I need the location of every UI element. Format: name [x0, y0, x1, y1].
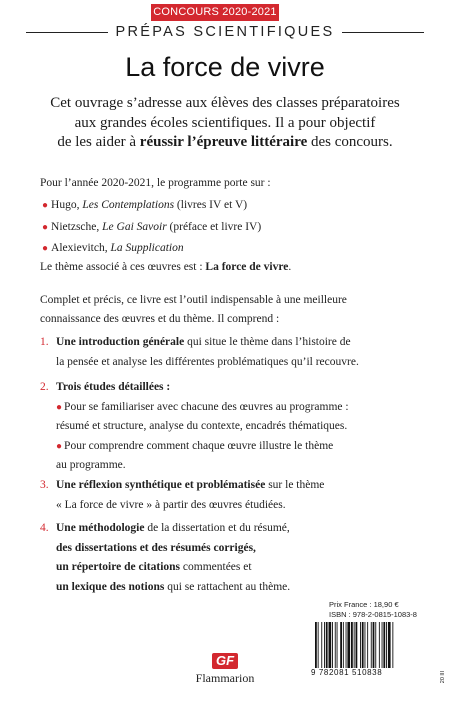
intro-line: aux grandes écoles scientifiques. Il a pour objectif	[74, 114, 376, 131]
gf-logo-icon: GF	[212, 653, 238, 669]
work-item: ● Hugo, Les Contemplations (livres IV et V)	[42, 199, 248, 211]
bullet-icon: ●	[56, 440, 63, 452]
sub-item: ● Pour se familiariser avec chacune des œuvres au programme :	[56, 400, 349, 413]
item-number: 4.	[40, 522, 49, 534]
intro-paragraph	[30, 94, 420, 153]
work-item: ● Nietzsche, Le Gai Savoir (préface et livre IV)	[42, 220, 262, 233]
works-list	[42, 195, 261, 260]
intro-line: de les aider à réussir l’épreuve littéraire des concours.	[57, 134, 393, 150]
program-intro: Pour l’année 2020-2021, le programme porte sur :	[40, 177, 271, 189]
publisher-logo	[178, 652, 272, 686]
barcode-icon	[314, 622, 420, 668]
content-summary: Complet et précis, ce livre est l’outil indispensable à une meilleure connaissance des œuvres et du thème. Il comprend :	[40, 294, 347, 325]
bullet-icon: ●	[42, 200, 49, 211]
bullet-icon: ●	[56, 401, 63, 413]
item-number: 1.	[40, 336, 49, 348]
theme-statement: Le thème associé à ces œuvres est : La force de vivre.	[40, 261, 292, 273]
intro-line: Cet ouvrage s’adresse aux élèves des classes préparatoires	[50, 95, 400, 111]
bullet-icon: ●	[42, 243, 49, 254]
theme-name: La force de vivre	[205, 261, 289, 273]
divider-left	[26, 32, 108, 33]
bullet-icon: ●	[42, 221, 49, 233]
publisher-name: Flammarion	[195, 671, 255, 685]
sub-item: ● Pour comprendre comment chaque œuvre illustre le thème	[56, 439, 334, 452]
item-number: 2.	[40, 381, 49, 393]
series-header	[26, 21, 424, 43]
barcode-number: 9 782081 510838	[311, 668, 383, 677]
contest-badge: CONCOURS 2020-2021	[151, 4, 279, 21]
work-item: ● Alexievitch, La Supplication	[42, 242, 184, 254]
contents-item: 2. Trois études détaillées : ● Pour se familiariser avec chacune des œuvres au programme : résumé et structure, analyse du contexte, encadrés thématiques. ● Pour comprendre comment chaque œuvre illustre le thème au programme.	[40, 378, 349, 476]
book-title: La force de vivre	[125, 52, 325, 82]
contents-item: 3. Une réflexion synthétique et problématisée sur le thème « La force de vivre » à partir des œuvres étudiées.	[40, 476, 324, 515]
isbn-label: ISBN : 978-2-0815-1083-8	[329, 610, 417, 619]
side-code: 20 III	[440, 671, 446, 684]
series-name: PRÉPAS SCIENTIFIQUES	[115, 24, 335, 40]
contents-item: 1. Une introduction générale qui situe le thème dans l’histoire de la pensée et analyse les différentes problématiques qu’il recouvre.	[40, 333, 359, 372]
price-label: Prix France : 18,90 €	[329, 600, 399, 609]
price-info	[329, 600, 417, 620]
divider-right	[342, 32, 424, 33]
intro-emphasis: réussir l’épreuve littéraire	[139, 134, 308, 150]
item-number: 3.	[40, 479, 49, 491]
contents-item: 4. Une méthodologie de la dissertation et du résumé, des dissertations et des résumés corrigés, un répertoire de citations commentées et un lexique des notions qui se rattachent au thème.	[40, 519, 290, 597]
